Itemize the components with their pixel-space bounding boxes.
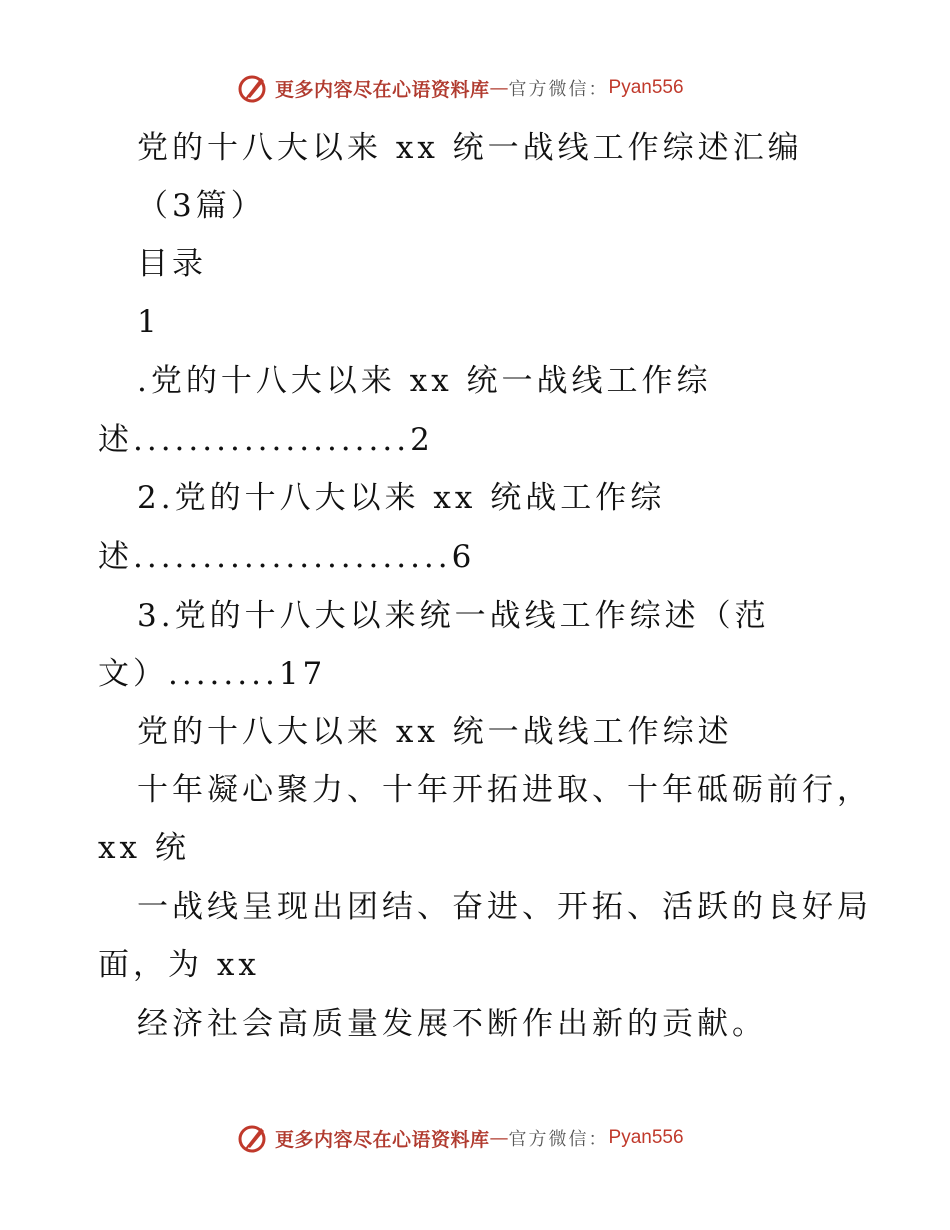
watermark-header [237,72,684,104]
toc-item-3-line1: 3.党的十八大以来统一战线工作综述（范 [137,598,770,634]
paragraph-2-line1: 一战线呈现出团结、奋进、开拓、活跃的良好局 [137,889,872,925]
toc-heading: 目录 [137,246,207,282]
watermark-id: Pyan556 [608,1127,684,1148]
toc-number: 1 [137,304,161,340]
doc-title: 党的十八大以来 xx 统一战线工作综述汇编 [137,130,803,166]
watermark-dash: — [489,1127,509,1149]
watermark-dash: — [489,77,509,99]
watermark-prefix: 更多内容尽在心语资料库 [275,78,490,101]
toc-item-2-line2: 述.......................6 [98,539,476,575]
doc-subtitle: （3篇） [137,188,266,224]
section-title: 党的十八大以来 xx 统一战线工作综述 [137,714,733,750]
toc-item-3-line2: 文）........17 [98,656,327,692]
toc-item-2-line1: 2.党的十八大以来 xx 统战工作综 [137,480,666,516]
paragraph-2-line2: 面，为 xx [98,947,260,983]
paragraph-1-line1: 十年凝心聚力、十年开拓进取、十年砥砺前行， [137,772,872,808]
watermark-prefix: 更多内容尽在心语资料库 [275,1128,490,1151]
watermark-footer [237,1122,684,1154]
watermark-suffix: 官方微信： [508,1129,609,1150]
paragraph-3: 经济社会高质量发展不断作出新的贡献。 [137,1006,767,1042]
quill-logo-icon [237,1122,269,1154]
watermark-suffix: 官方微信： [508,79,609,100]
toc-item-1-line1: .党的十八大以来 xx 统一战线工作综 [137,363,712,399]
toc-item-1-line2: 述....................2 [98,422,434,458]
paragraph-1-line2: xx 统 [98,830,190,866]
quill-logo-icon [237,72,269,104]
watermark-id: Pyan556 [608,77,684,98]
